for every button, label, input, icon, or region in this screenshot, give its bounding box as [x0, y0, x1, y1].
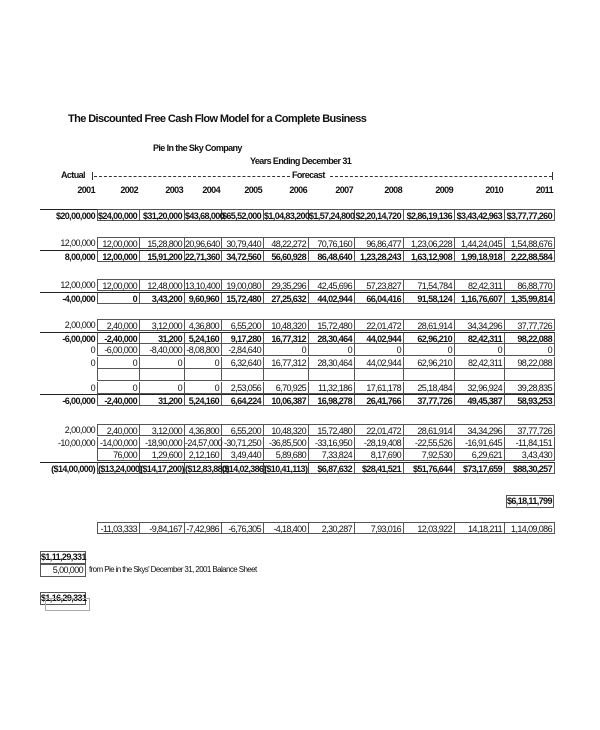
table-row	[40, 424, 555, 436]
cell[interactable]: 37,77,726	[505, 424, 555, 436]
cell[interactable]: 15,72,480	[222, 292, 264, 304]
cell[interactable]: 20,96,640	[185, 237, 222, 249]
table-row	[40, 279, 555, 291]
cell[interactable]: 2,12,160	[185, 449, 222, 461]
cell[interactable]: 12,00,000	[97, 237, 140, 249]
cell[interactable]: ($14,17,200)	[140, 463, 184, 474]
cell[interactable]: -22,55,526	[404, 437, 455, 449]
forecast-dash-right	[330, 176, 552, 177]
cell[interactable]: 2,00,000	[64, 425, 95, 435]
revenue-row	[40, 209, 555, 221]
forecast-dash-left	[94, 176, 290, 177]
selected-cell-outline	[45, 598, 90, 611]
table-row	[40, 332, 555, 344]
cell[interactable]: 11,32,186	[309, 382, 355, 394]
cell[interactable]: 28,30,464	[309, 357, 355, 369]
cell[interactable]	[97, 369, 140, 381]
cell[interactable]: -6,00,000	[40, 332, 97, 344]
cell[interactable]: 2,40,000	[97, 424, 140, 436]
forecast-label: Forecast	[292, 170, 325, 180]
cell[interactable]: 28,30,464	[309, 332, 355, 344]
cell[interactable]: 9,17,280	[222, 332, 264, 344]
cell[interactable]: ($13,24,000)	[98, 463, 142, 474]
cell[interactable]: 0	[455, 344, 505, 356]
cell[interactable]: 3,43,200	[140, 292, 185, 304]
cell[interactable]: 76,000	[97, 449, 140, 461]
cell[interactable]: ($12,83,880)	[185, 463, 229, 474]
cash-value-cell[interactable]: 5,00,000	[40, 564, 86, 577]
cell[interactable]: 14,18,211	[455, 522, 505, 534]
cell[interactable]: -6,76,305	[222, 522, 264, 534]
cell[interactable]: $31,20,000	[140, 209, 185, 221]
cell[interactable]: 3,12,000	[140, 319, 185, 331]
cell[interactable]: 58,93,253	[505, 394, 555, 406]
cell[interactable]: 2,40,000	[97, 319, 140, 331]
cell[interactable]: -16,91,645	[455, 437, 505, 449]
year-header: 2006	[289, 185, 307, 195]
cell[interactable]: 28,61,914	[404, 319, 455, 331]
cell[interactable]: 98,22,088	[505, 332, 555, 344]
year-header: 2010	[485, 185, 503, 195]
cell[interactable]: 29,35,296	[264, 279, 309, 291]
cell[interactable]: 0	[355, 344, 404, 356]
cell[interactable]: 48,22,272	[264, 237, 309, 249]
terminal-value-cell[interactable]: $6,18,11,799	[506, 495, 554, 508]
cell[interactable]: 27,25,632	[264, 292, 309, 304]
cell[interactable]: 28,61,914	[404, 424, 455, 436]
cell[interactable]: 15,72,480	[309, 424, 355, 436]
cell[interactable]: -36,85,500	[264, 437, 309, 449]
cell[interactable]: $28,41,521	[355, 462, 404, 474]
cell[interactable]: 1,99,18,918	[455, 250, 505, 262]
cell[interactable]: -10,00,000	[57, 437, 95, 448]
cell[interactable]	[140, 369, 185, 381]
year-header: 2005	[244, 185, 262, 195]
cell[interactable]: 19,00,080	[222, 279, 264, 291]
cell[interactable]: 1,54,88,676	[505, 237, 555, 249]
year-header: 2008	[384, 185, 402, 195]
cell[interactable]: 0	[140, 382, 185, 394]
cell[interactable]	[40, 449, 97, 461]
cell[interactable]: 96,86,477	[355, 237, 404, 249]
table-row	[40, 237, 555, 249]
period-label: Years Ending December 31	[250, 156, 352, 166]
cell[interactable]: -4,00,000	[40, 292, 97, 304]
cell[interactable]: -11,84,151	[505, 437, 555, 449]
cell[interactable]	[505, 369, 555, 381]
cell[interactable]: 56,60,928	[264, 250, 309, 262]
cell[interactable]: 1,35,99,814	[505, 292, 555, 304]
cell[interactable]: 86,48,640	[309, 250, 355, 262]
table-row	[40, 250, 555, 262]
cell[interactable]: -6,00,000	[97, 344, 140, 356]
cell[interactable]: 0	[185, 382, 222, 394]
cell[interactable]: -2,40,000	[97, 332, 140, 344]
cell[interactable]: -6,00,000	[40, 394, 97, 406]
cell[interactable]: 25,18,484	[404, 382, 455, 394]
cell[interactable]: -4,18,400	[264, 522, 309, 534]
cell[interactable]: -33,16,950	[309, 437, 355, 449]
cell[interactable]	[309, 369, 355, 381]
cell[interactable]: 31,200	[140, 394, 185, 406]
table-row	[40, 449, 555, 461]
cell[interactable]: 1,44,24,045	[455, 237, 505, 249]
cell[interactable]: 2,30,287	[309, 522, 355, 534]
cell[interactable]: 0	[309, 344, 355, 356]
year-header: 2003	[165, 185, 183, 195]
cell[interactable]: -7,42,986	[185, 522, 222, 534]
year-header: 2002	[120, 185, 138, 195]
cell[interactable]: 42,45,696	[309, 279, 355, 291]
cell[interactable]: 15,72,480	[309, 319, 355, 331]
cell[interactable]: 7,92,530	[404, 449, 455, 461]
cell[interactable]: 0	[90, 345, 95, 355]
equity-value-cell[interactable]: $1,16,29,331	[41, 593, 87, 603]
cell[interactable]: 82,42,311	[455, 332, 505, 344]
cell[interactable]: 8,00,000	[40, 250, 97, 262]
cell[interactable]: -28,19,408	[355, 437, 404, 449]
cell[interactable]	[455, 369, 505, 381]
cell[interactable]: 15,91,200	[140, 250, 185, 262]
cell[interactable]: 1,23,28,243	[355, 250, 404, 262]
cell[interactable]: 17,61,178	[355, 382, 404, 394]
cell[interactable]: 22,71,360	[185, 250, 222, 262]
cell[interactable]: 6,32,640	[222, 357, 264, 369]
cell[interactable]: 44,02,944	[355, 357, 404, 369]
year-header-row	[40, 184, 555, 196]
cell[interactable]: 22,01,472	[355, 319, 404, 331]
cell[interactable]: 5,24,160	[185, 394, 222, 406]
cell[interactable]: 31,200	[140, 332, 185, 344]
cell[interactable]: 12,00,000	[97, 279, 140, 291]
cell[interactable]: 82,42,311	[455, 357, 505, 369]
table-row	[40, 357, 555, 369]
cell[interactable]: 57,23,827	[355, 279, 404, 291]
cell[interactable]: 32,96,924	[455, 382, 505, 394]
year-header: 2011	[535, 185, 553, 195]
actual-label: Actual	[61, 170, 85, 180]
cell[interactable]: -24,57,000	[185, 437, 223, 448]
cell[interactable]: -9,84,167	[140, 522, 185, 534]
cell[interactable]: 1,29,600	[140, 449, 185, 461]
cell[interactable]: 16,77,312	[264, 332, 309, 344]
cell[interactable]: 1,23,06,228	[404, 237, 455, 249]
cell[interactable]: 9,60,960	[185, 292, 222, 304]
cell[interactable]: 1,63,12,908	[404, 250, 455, 262]
cell[interactable]: 10,48,320	[264, 319, 309, 331]
cell[interactable]: 12,00,000	[60, 238, 95, 248]
cell[interactable]: ($10,41,113)	[264, 463, 308, 474]
cell[interactable]: 0	[404, 344, 455, 356]
cell[interactable]: 4,36,800	[185, 319, 222, 331]
cell[interactable]: -2,84,640	[222, 344, 264, 356]
cell[interactable]	[40, 369, 97, 381]
cell[interactable]: 26,41,766	[355, 394, 404, 406]
cell[interactable]: 0	[97, 292, 140, 304]
cell[interactable]: -2,40,000	[97, 394, 140, 406]
cell[interactable]: 6,55,200	[222, 319, 264, 331]
cell[interactable]: 2,22,88,584	[505, 250, 555, 262]
forecast-end-marker	[552, 172, 553, 180]
cell[interactable]: 6,55,200	[222, 424, 264, 436]
cell[interactable]: 12,48,000	[140, 279, 185, 291]
cell[interactable]: 30,79,440	[222, 237, 264, 249]
cell[interactable]: 71,54,784	[404, 279, 455, 291]
cell[interactable]: 49,45,387	[455, 394, 505, 406]
cell[interactable]	[40, 522, 97, 534]
cell[interactable]: -18,90,000	[140, 437, 185, 449]
cell[interactable]: 10,06,387	[264, 394, 309, 406]
cell[interactable]: 5,89,680	[264, 449, 309, 461]
cell[interactable]: 62,96,210	[404, 357, 455, 369]
cell[interactable]: 34,72,560	[222, 250, 264, 262]
cell[interactable]: 4,36,800	[185, 424, 222, 436]
cell[interactable]: 44,02,944	[309, 292, 355, 304]
cell[interactable]: 1,16,76,607	[455, 292, 505, 304]
cell[interactable]: 6,29,621	[455, 449, 505, 461]
cell[interactable]: 0	[185, 357, 222, 369]
cell[interactable]	[355, 369, 404, 381]
cell[interactable]: -8,40,000	[140, 344, 185, 356]
cell[interactable]: 6,64,224	[222, 394, 264, 406]
table-row	[40, 462, 555, 474]
cell[interactable]: 8,17,690	[355, 449, 404, 461]
cell[interactable]: 3,12,000	[140, 424, 185, 436]
cell[interactable]: $20,00,000	[40, 209, 97, 221]
cell[interactable]: 12,03,922	[404, 522, 455, 534]
cell[interactable]: $1,04,83,200	[264, 211, 310, 221]
cell[interactable]: 98,22,088	[505, 357, 555, 369]
cell[interactable]: ($14,02,386)	[222, 463, 266, 474]
cell[interactable]: $3,77,77,260	[505, 209, 555, 221]
cell[interactable]: 0	[97, 382, 140, 394]
cell[interactable]: -30,71,250	[222, 437, 264, 449]
cell[interactable]: 37,77,726	[404, 394, 455, 406]
cell[interactable]: 0	[505, 344, 555, 356]
cell[interactable]: $3,43,42,963	[455, 209, 505, 221]
cell[interactable]: $65,52,000	[222, 209, 264, 221]
cell[interactable]	[404, 369, 455, 381]
cell[interactable]: $1,57,24,800	[309, 211, 355, 221]
cell[interactable]: 62,96,210	[404, 332, 455, 344]
page-title: The Discounted Free Cash Flow Model for a Complete Business	[68, 113, 367, 125]
cell[interactable]: $73,17,659	[455, 462, 505, 474]
cell[interactable]: 10,48,320	[264, 424, 309, 436]
table-row	[40, 394, 555, 406]
table-row	[40, 319, 555, 331]
cell[interactable]: 2,53,056	[222, 382, 264, 394]
cell[interactable]: 37,77,726	[505, 319, 555, 331]
cell[interactable]: 7,33,824	[309, 449, 355, 461]
cell[interactable]: $51,76,644	[404, 462, 455, 474]
cell[interactable]: 0	[97, 357, 140, 369]
cell[interactable]: 0	[140, 357, 185, 369]
company-name: Pie In the Sky Company	[153, 143, 242, 153]
cell[interactable]: 66,04,416	[355, 292, 404, 304]
cash-note: from Pie in the Skys' December 31, 2001 Balance Sheet	[89, 565, 257, 574]
cell[interactable]	[264, 369, 309, 381]
cell[interactable]: 3,43,430	[505, 449, 555, 461]
cell[interactable]: 7,93,016	[355, 522, 404, 534]
year-header: 2004	[202, 185, 220, 195]
cell[interactable]: $88,30,257	[505, 462, 555, 474]
table-row	[40, 369, 555, 381]
cell[interactable]: 0	[264, 344, 309, 356]
forecast-start-marker	[92, 172, 93, 180]
cell[interactable]	[222, 369, 264, 381]
table-row	[40, 437, 555, 449]
cell[interactable]: $2,86,19,136	[404, 209, 455, 221]
cell[interactable]: 5,24,160	[185, 332, 222, 344]
cell[interactable]	[185, 369, 222, 381]
cell[interactable]: 22,01,472	[355, 424, 404, 436]
cell[interactable]: 1,14,09,086	[505, 522, 555, 534]
cell[interactable]: ($14,00,000)	[40, 462, 97, 474]
cell[interactable]: $6,87,632	[309, 462, 355, 474]
cell[interactable]: 0	[90, 382, 95, 393]
table-row	[40, 382, 555, 394]
cell[interactable]: -14,00,000	[97, 437, 140, 449]
present-value-row	[40, 522, 555, 534]
cell[interactable]: $24,00,000	[97, 209, 140, 221]
cell[interactable]: 39,28,835	[505, 382, 555, 394]
cell[interactable]: $2,20,14,720	[355, 209, 404, 221]
cell[interactable]: $43,68,000	[185, 211, 225, 221]
cell[interactable]: 82,42,311	[455, 279, 505, 291]
cell[interactable]: 0	[90, 357, 95, 368]
cell[interactable]: 3,49,440	[222, 449, 264, 461]
cell[interactable]: 44,02,944	[355, 332, 404, 344]
enterprise-value-cell[interactable]: $1,11,29,331	[41, 552, 86, 562]
year-header: 2001	[77, 185, 95, 195]
cell[interactable]: 13,10,400	[185, 279, 222, 291]
cell[interactable]: 70,76,160	[309, 237, 355, 249]
cell[interactable]: 34,34,296	[455, 424, 505, 436]
cell[interactable]: -8,08,800	[185, 344, 222, 356]
cell[interactable]: 91,58,124	[404, 292, 455, 304]
cell[interactable]: 86,88,770	[505, 279, 555, 291]
cell[interactable]: 2,00,000	[64, 320, 95, 330]
cell[interactable]: 34,34,296	[455, 319, 505, 331]
cell[interactable]: 6,70,925	[264, 382, 309, 394]
cell[interactable]: 12,00,000	[60, 280, 95, 290]
year-header: 2007	[335, 185, 353, 195]
table-row	[40, 344, 555, 356]
cell[interactable]: 15,28,800	[140, 237, 185, 249]
table-row	[40, 292, 555, 304]
cell[interactable]: -11,03,333	[97, 522, 140, 534]
cell[interactable]: 16,77,312	[264, 357, 309, 369]
cell[interactable]: 16,98,278	[309, 394, 355, 406]
year-header: 2009	[435, 185, 453, 195]
cell[interactable]: 12,00,000	[97, 250, 140, 262]
